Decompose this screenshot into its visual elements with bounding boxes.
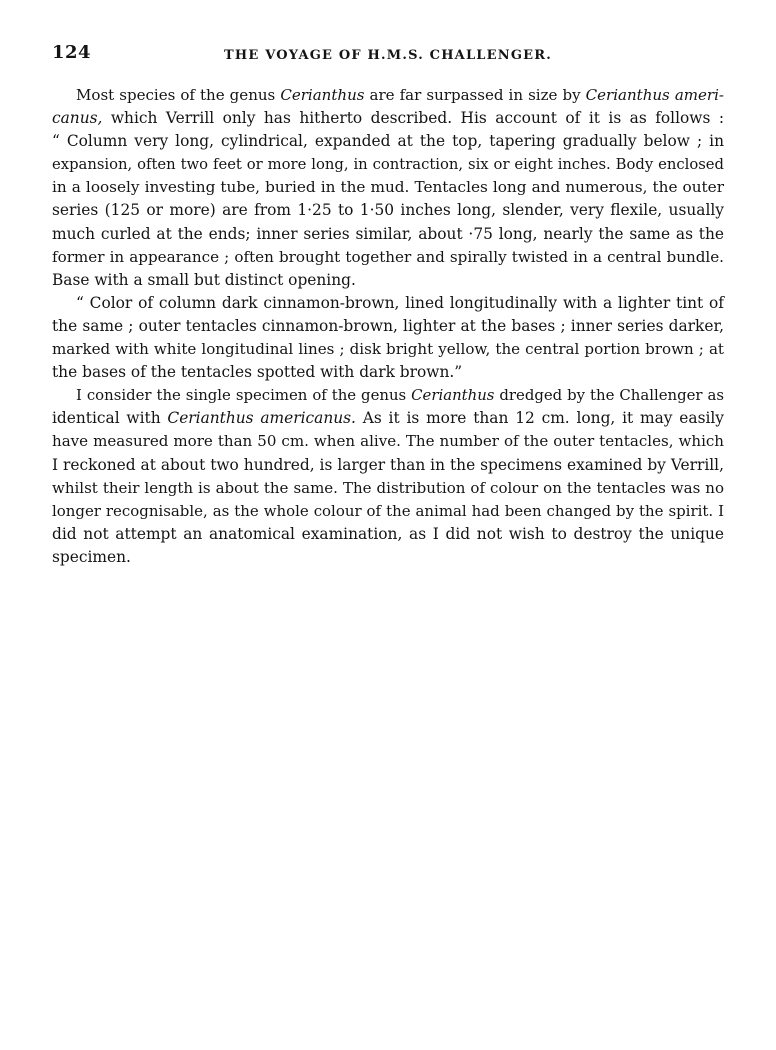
text-line: former in appearance ; often brought together and spirally twisted in a central bundle. [52, 247, 724, 266]
text-line: I reckoned at about two hundred, is larger than in the specimens examined by Verrill, [52, 455, 724, 474]
text-line [52, 107, 724, 130]
text-span: Most species of the genus [76, 86, 281, 104]
text-line: specimen. [52, 547, 131, 566]
text-span: which Verrill only has hitherto described. His account of it is as follows : [102, 109, 724, 128]
text-line: marked with white longitudinal lines ; disk bright yellow, the central portion brown ; at [52, 340, 724, 359]
text-line [52, 407, 724, 430]
body-text [52, 84, 724, 569]
text-line: longer recognisable, as the whole colour of the animal had been changed by the spirit. I [52, 501, 724, 520]
species-name: Cerianthus ameri- [585, 86, 725, 104]
species-name: Cerianthus americanus. [167, 409, 356, 428]
text-span: I consider the single specimen of the genus [76, 386, 412, 405]
text-line: whilst their length is about the same. The distribution of colour on the tentacles was no [52, 478, 724, 497]
text-line [52, 384, 724, 407]
text-line: the bases of the tentacles spotted with dark brown.” [52, 363, 463, 382]
text-span: identical with [52, 409, 168, 428]
paragraph-1 [52, 84, 724, 292]
text-span: dredged by the Challenger as [494, 386, 724, 405]
running-title: THE VOYAGE OF H.M.S. CHALLENGER. [224, 48, 552, 63]
text-span: As it is more than 12 cm. long, it may easily [355, 409, 725, 428]
text-line: “ Color of column dark cinnamon-brown, lined longitudinally with a lighter tint of [76, 293, 724, 312]
text-line: did not attempt an anatomical examination, as I did not wish to destroy the unique [52, 524, 724, 543]
text-line: the same ; outer tentacles cinnamon-brown, lighter at the bases ; inner series darker, [52, 316, 724, 335]
text-line: Base with a small but distinct opening. [52, 270, 356, 289]
paragraph-2 [52, 292, 724, 384]
page-number: 124 [52, 42, 92, 63]
genus-name: Cerianthus [280, 86, 365, 104]
paragraph-3 [52, 384, 724, 569]
text-span: are far surpassed in size by [364, 86, 586, 104]
text-line: expansion, often two feet or more long, in contraction, six or eight inches. Body enclosed [52, 156, 724, 174]
text-line: much curled at the ends; inner series similar, about ·75 long, nearly the same as the [52, 224, 724, 243]
species-name: canus, [52, 109, 103, 128]
genus-name: Cerianthus [411, 386, 495, 405]
text-line: series (125 or more) are from 1·25 to 1·50 inches long, slender, very flexile, usually [52, 201, 724, 220]
text-line: “ Column very long, cylindrical, expanded at the top, tapering gradually below ; in [52, 132, 724, 151]
text-line [52, 84, 724, 107]
text-line: in a loosely investing tube, buried in the mud. Tentacles long and numerous, the outer [52, 178, 724, 197]
text-line: have measured more than 50 cm. when alive. The number of the outer tentacles, which [52, 432, 724, 451]
